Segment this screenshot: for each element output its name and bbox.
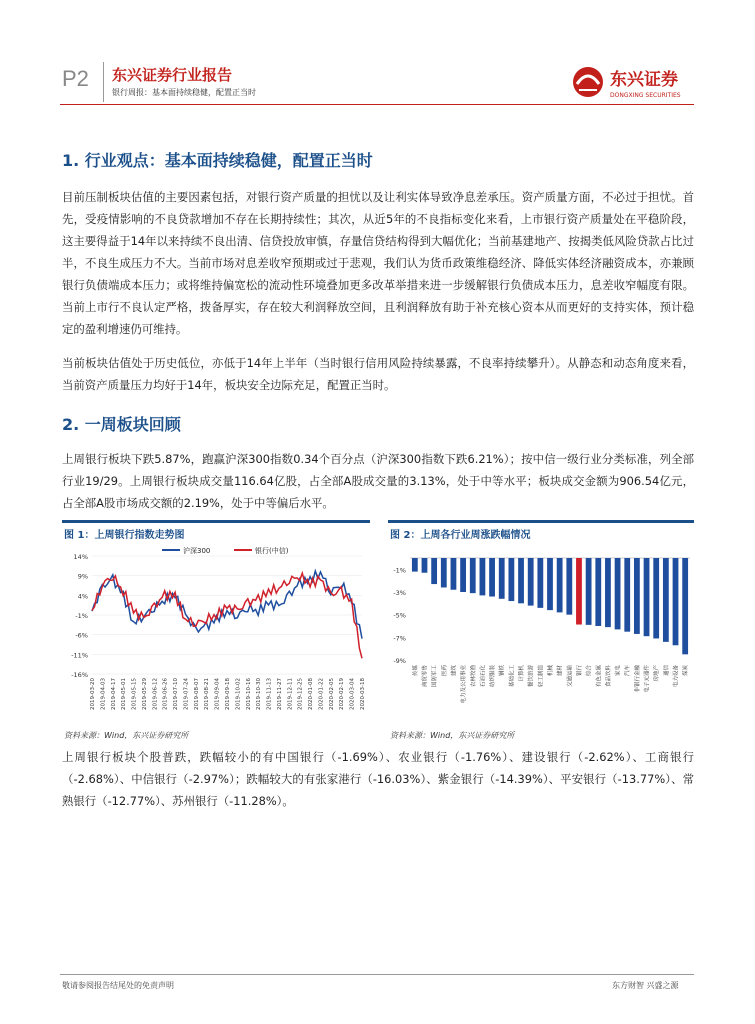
x-tick-label: 建材: [557, 665, 564, 677]
bar: [441, 558, 447, 587]
x-tick-label: 2019-11-27: [276, 678, 283, 710]
header-rule: [60, 104, 694, 105]
figure-2-title: 图 2：上周各行业周涨跌幅情况: [390, 530, 531, 541]
y-tick-label: -16%: [71, 671, 88, 679]
bar: [528, 558, 534, 606]
company-logo: [570, 64, 700, 102]
figure-2-bar: [388, 520, 694, 523]
x-tick-label: 建筑: [451, 665, 458, 677]
bar: [518, 558, 524, 603]
x-tick-label: 交通运输: [567, 665, 574, 688]
bar: [499, 558, 505, 599]
bar: [557, 558, 563, 612]
x-tick-label: 通信: [663, 665, 670, 677]
bar: [431, 558, 437, 584]
bar: [615, 558, 621, 629]
x-tick-label: 2020-01-08: [308, 678, 315, 710]
x-tick-label: 2019-12-25: [297, 678, 304, 710]
x-tick-label: 电子元器件: [644, 665, 651, 693]
figure-2-bar-chart: [388, 542, 694, 726]
x-tick-label: 家电: [615, 665, 622, 677]
x-tick-label: 2019-05-15: [131, 678, 138, 710]
section-2-heading: 2. 一周板块回顾: [62, 415, 181, 434]
bar: [480, 558, 486, 595]
bar: [422, 558, 428, 573]
y-tick-label: -1%: [75, 612, 88, 620]
figure-1-source: 资料来源：Wind，东兴证券研究所: [64, 731, 189, 740]
x-tick-label: 汽车: [625, 665, 632, 677]
section-1-paragraph-2: 当前板块估值处于历史低位，亦低于14年上半年（当时银行信用风险持续暴露，不良率持续攀升）。从静态和动态角度来看，当前资产质量压力均好于14年，板块安全边际充足，配置正当时。: [62, 356, 694, 392]
page-number: P2: [62, 66, 89, 91]
y-tick-label: 9%: [77, 572, 88, 581]
figure-1-line-chart: [62, 542, 370, 726]
x-tick-label: 纺织服装: [490, 665, 497, 688]
y-tick-label: -6%: [75, 631, 88, 640]
y-tick-label: -1%: [393, 566, 406, 575]
bar: [470, 558, 476, 593]
figure-2-source: 资料来源：Wind，东兴证券研究所: [390, 731, 515, 740]
x-tick-label: 2020-02-05: [328, 678, 335, 710]
x-tick-label: 基础化工: [509, 665, 516, 688]
x-tick-label: 2019-07-24: [183, 678, 190, 710]
bar: [451, 558, 457, 590]
x-tick-label: 餐饮旅游: [528, 665, 535, 688]
x-tick-label: 电力设备: [673, 665, 680, 688]
y-tick-label: 4%: [77, 592, 88, 601]
section-2-paragraph-1: 上周银行板块下跌5.87%，跑赢沪深300指数0.34个百分点（沪深300指数下跌6.21%）；按中信一级行业分类标准，列全部行业19/29。上周银行板块成交量116.64亿股，占全部A股成交量的3.13%，处于中等水平；板块成交金额为906.54亿元，占全部A股市场成交额的2.19%，处于中等偏后水平。: [62, 452, 694, 510]
x-tick-label: 综合: [586, 665, 593, 677]
x-tick-label: 有色金属: [596, 665, 603, 688]
y-tick-label: -3%: [393, 589, 406, 597]
footer-rule: [60, 974, 694, 975]
bar: [508, 558, 514, 601]
x-tick-label: 2019-08-07: [193, 678, 200, 710]
report-subtitle: 银行周报：基本面持续稳健，配置正当时: [112, 88, 256, 97]
x-tick-label: 商贸零售: [422, 665, 429, 688]
report-series-title: 东兴证券行业报告: [112, 66, 233, 84]
x-tick-label: 2019-07-10: [173, 678, 180, 710]
y-tick-label: -5%: [393, 611, 406, 620]
bar: [634, 558, 640, 634]
bar: [576, 558, 582, 625]
x-tick-label: 2020-02-19: [339, 678, 346, 710]
logo-text-en: DONGXING SECURITIES: [610, 92, 681, 99]
x-tick-label: 2019-04-03: [100, 678, 107, 710]
x-tick-label: 2019-10-30: [256, 678, 263, 710]
bar: [663, 558, 669, 642]
x-tick-label: 传媒: [412, 665, 419, 677]
section-1-paragraph-1: 目前压制板块估值的主要因素包括，对银行资产质量的担忧以及让利实体导致净息差承压。资产质量方面，不必过于担忧。首先，受疫情影响的不良贷款增加不存在长期持续性；其次，从近5年的不良指标变化来看，上市银行资产质量处在平稳阶段，这主要得益于14年以来持续不良出清、信贷投放审慎，存量信贷结构得到大幅优化；当前基建地产、按揭类低风险贷款占比过半，不良生成压力不大。当前市场对息差收窄预期或过于悲观，我们认为货币政策维稳经济、降低实体经济融资成本，亦兼顾银行负债端成本压力；或将维持偏宽松的流动性环境叠加更多改革举措来进一步缓解银行负债成本压力，息差收窄幅度有限。当前上市行不良认定严格，拨备厚实，存在较大利润释放空间，且利润释放有助于补充核心资本从而更好的支持实体，预计稳定的盈利增速仍可维持。: [62, 190, 694, 336]
x-tick-label: 2019-12-11: [287, 678, 294, 710]
bar: [566, 558, 572, 615]
legend-label-0: 沪深300: [183, 547, 211, 555]
footer-slogan: 东方财智 兴盛之源: [612, 981, 679, 990]
bar: [489, 558, 495, 597]
section-1-heading: 1. 行业观点：基本面持续稳健，配置正当时: [62, 151, 373, 170]
x-tick-label: 2019-09-18: [225, 678, 231, 710]
x-tick-label: 2019-10-02: [235, 678, 242, 710]
x-tick-label: 轻工制造: [538, 665, 545, 688]
section-2-paragraph-2: 上周银行板块个股普跌，跌幅较小的有中国银行（-1.69%）、农业银行（-1.76%）、建设银行（-2.62%）、工商银行（-2.68%）、中信银行（-2.97%）；跌幅较大的有张家港行（-16.03%）、紫金银行（-14.39%）、平安银行（-13.77%）、常熟银行（-12.77%）、苏州银行（-11.28%）。: [62, 750, 694, 808]
header-divider: [103, 62, 104, 102]
x-tick-label: 食品饮料: [605, 665, 612, 688]
figure-1-bar: [62, 520, 370, 523]
bar: [586, 558, 592, 625]
bar: [537, 558, 543, 608]
x-tick-label: 2019-06-26: [162, 678, 169, 710]
y-tick-label: -7%: [393, 634, 406, 643]
x-tick-label: 2020-03-18: [360, 678, 366, 710]
x-tick-label: 煤炭: [683, 665, 690, 677]
bar: [673, 558, 679, 645]
x-tick-label: 2019-05-01: [121, 678, 128, 710]
bar: [605, 558, 611, 627]
x-tick-label: 2019-10-16: [245, 678, 252, 710]
x-tick-label: 农林牧渔: [470, 665, 477, 688]
series-line-1: [92, 573, 362, 658]
logo-mark-icon: [570, 64, 700, 102]
x-tick-label: 国防军工: [432, 665, 439, 688]
x-tick-label: 2019-09-04: [214, 678, 221, 710]
bar: [547, 558, 553, 610]
bar: [644, 558, 650, 636]
x-tick-label: 电力及公用事业: [461, 665, 468, 704]
x-tick-label: 计算机: [519, 665, 526, 682]
x-tick-label: 2020-01-22: [318, 678, 325, 710]
x-tick-label: 机械: [548, 665, 554, 677]
x-tick-label: 房地产: [654, 665, 661, 682]
x-tick-label: 医药: [441, 665, 448, 677]
x-tick-label: 钢铁: [499, 665, 506, 677]
x-tick-label: 2019-04-17: [110, 678, 117, 710]
x-tick-label: 石油石化: [480, 665, 487, 688]
logo-text-cn: 东兴证券: [610, 70, 678, 90]
bar: [412, 558, 418, 572]
x-tick-label: 2019-03-20: [90, 678, 96, 710]
x-tick-label: 2019-08-21: [204, 678, 211, 710]
figure-1-title: 图 1：上周银行指数走势图: [64, 530, 185, 541]
bar: [653, 558, 659, 638]
bar: [460, 558, 466, 592]
x-tick-label: 2019-05-29: [141, 678, 148, 710]
x-tick-label: 2019-11-13: [266, 678, 273, 710]
bar: [682, 558, 688, 654]
x-tick-label: 2019-06-12: [152, 678, 159, 710]
x-tick-label: 非银行金融: [634, 665, 641, 693]
bar: [624, 558, 630, 632]
y-tick-label: -11%: [71, 651, 88, 660]
bar: [595, 558, 601, 626]
footer-disclaimer: 敬请参阅报告结尾处的免责声明: [62, 981, 174, 990]
x-tick-label: 2020-03-04: [349, 678, 356, 710]
y-tick-label: 14%: [73, 553, 88, 561]
y-tick-label: -9%: [393, 657, 406, 665]
x-tick-label: 银行: [576, 665, 583, 677]
legend-label-1: 银行(中信): [255, 547, 289, 555]
